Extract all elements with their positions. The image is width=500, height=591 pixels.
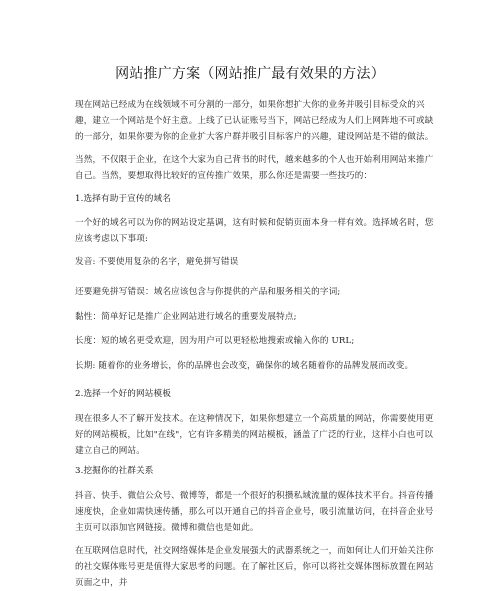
list-item-length: 长度：短的域名更受欢迎，因为用户可以更轻松地搜索或输入你的 URL;	[75, 336, 355, 346]
list-item-stickiness: 黏性：简单好记是推广企业网站进行域名的重要发展特点;	[75, 312, 297, 322]
section-heading-community: 3.挖掘你的社群关系	[75, 466, 154, 476]
body-paragraph-template: 现在很多人不了解开发技术。在这种情况下，如果你想建立一个高质量的网站，你需要使用更好的网站模板，比如"在线"，它有许多精美的网站模板，涵盖了广泛的行业，这样小白也可以建立自己的网站。	[75, 414, 434, 456]
list-item-long-term: 长期: 随着你的业务增长，你的品牌也会改变，确保你的域名随着你的品牌发展而改变。	[75, 361, 414, 371]
intro-paragraph: 现在网站已经成为在线领域不可分割的一部分，如果你想扩大你的业务并吸引目标受众的兴趣，建立一个网站是个好主意。上线了已认证账号当下，网站已经成为人们上网阵地不可或缺的一部分，如果你要为你的企业扩大客户群并吸引目标客户的兴趣，建设网站是不错的做法。	[75, 100, 434, 142]
body-paragraph-individuals: 当然，不仅限于企业，在这个大家为自己背书的时代，越来越多的个人也开始利用网站来推广自己。当然，要想取得比较好的宣传推广效果，那么你还是需要一些技巧的：	[75, 155, 434, 181]
section-heading-domain: 1.选择有助于宣传的域名	[75, 194, 171, 204]
body-paragraph-domain: 一个好的域名可以为你的网站设定基调，这有时候和促销页面本身一样有效。选择域名时，您应该考虑以下事项:	[75, 218, 434, 244]
section-heading-template: 2.选择一个好的网站模板	[75, 389, 171, 399]
document-title: 网站推广方案（网站推广最有效果的方法）	[115, 66, 385, 82]
body-paragraph-community: 抖音、快手、微信公众号、微博等，都是一个很好的积攒私域流量的媒体技术平台。抖音传播速度快，企业如需快速传播，那么可以开通自己的抖音企业号，吸引流量访问，在抖音企业号主页可以添加官网链接。微博和微信也是如此。	[75, 491, 434, 533]
body-paragraph-social-media: 在互联网信息时代，社交网络媒体是企业发展强大的武器系统之一，而如何让人们开始关注你的社交媒体账号更是值得大家思考的问题。在了解社区后，你可以将社交媒体图标放置在网站页面之中，并	[75, 546, 434, 588]
list-item-pronunciation: 发音: 不要使用复杂的名字，避免拼写错误	[75, 257, 239, 267]
list-item-spelling: 还要避免拼写错误：域名应该包含与你提供的产品和服务相关的字词;	[75, 287, 341, 297]
